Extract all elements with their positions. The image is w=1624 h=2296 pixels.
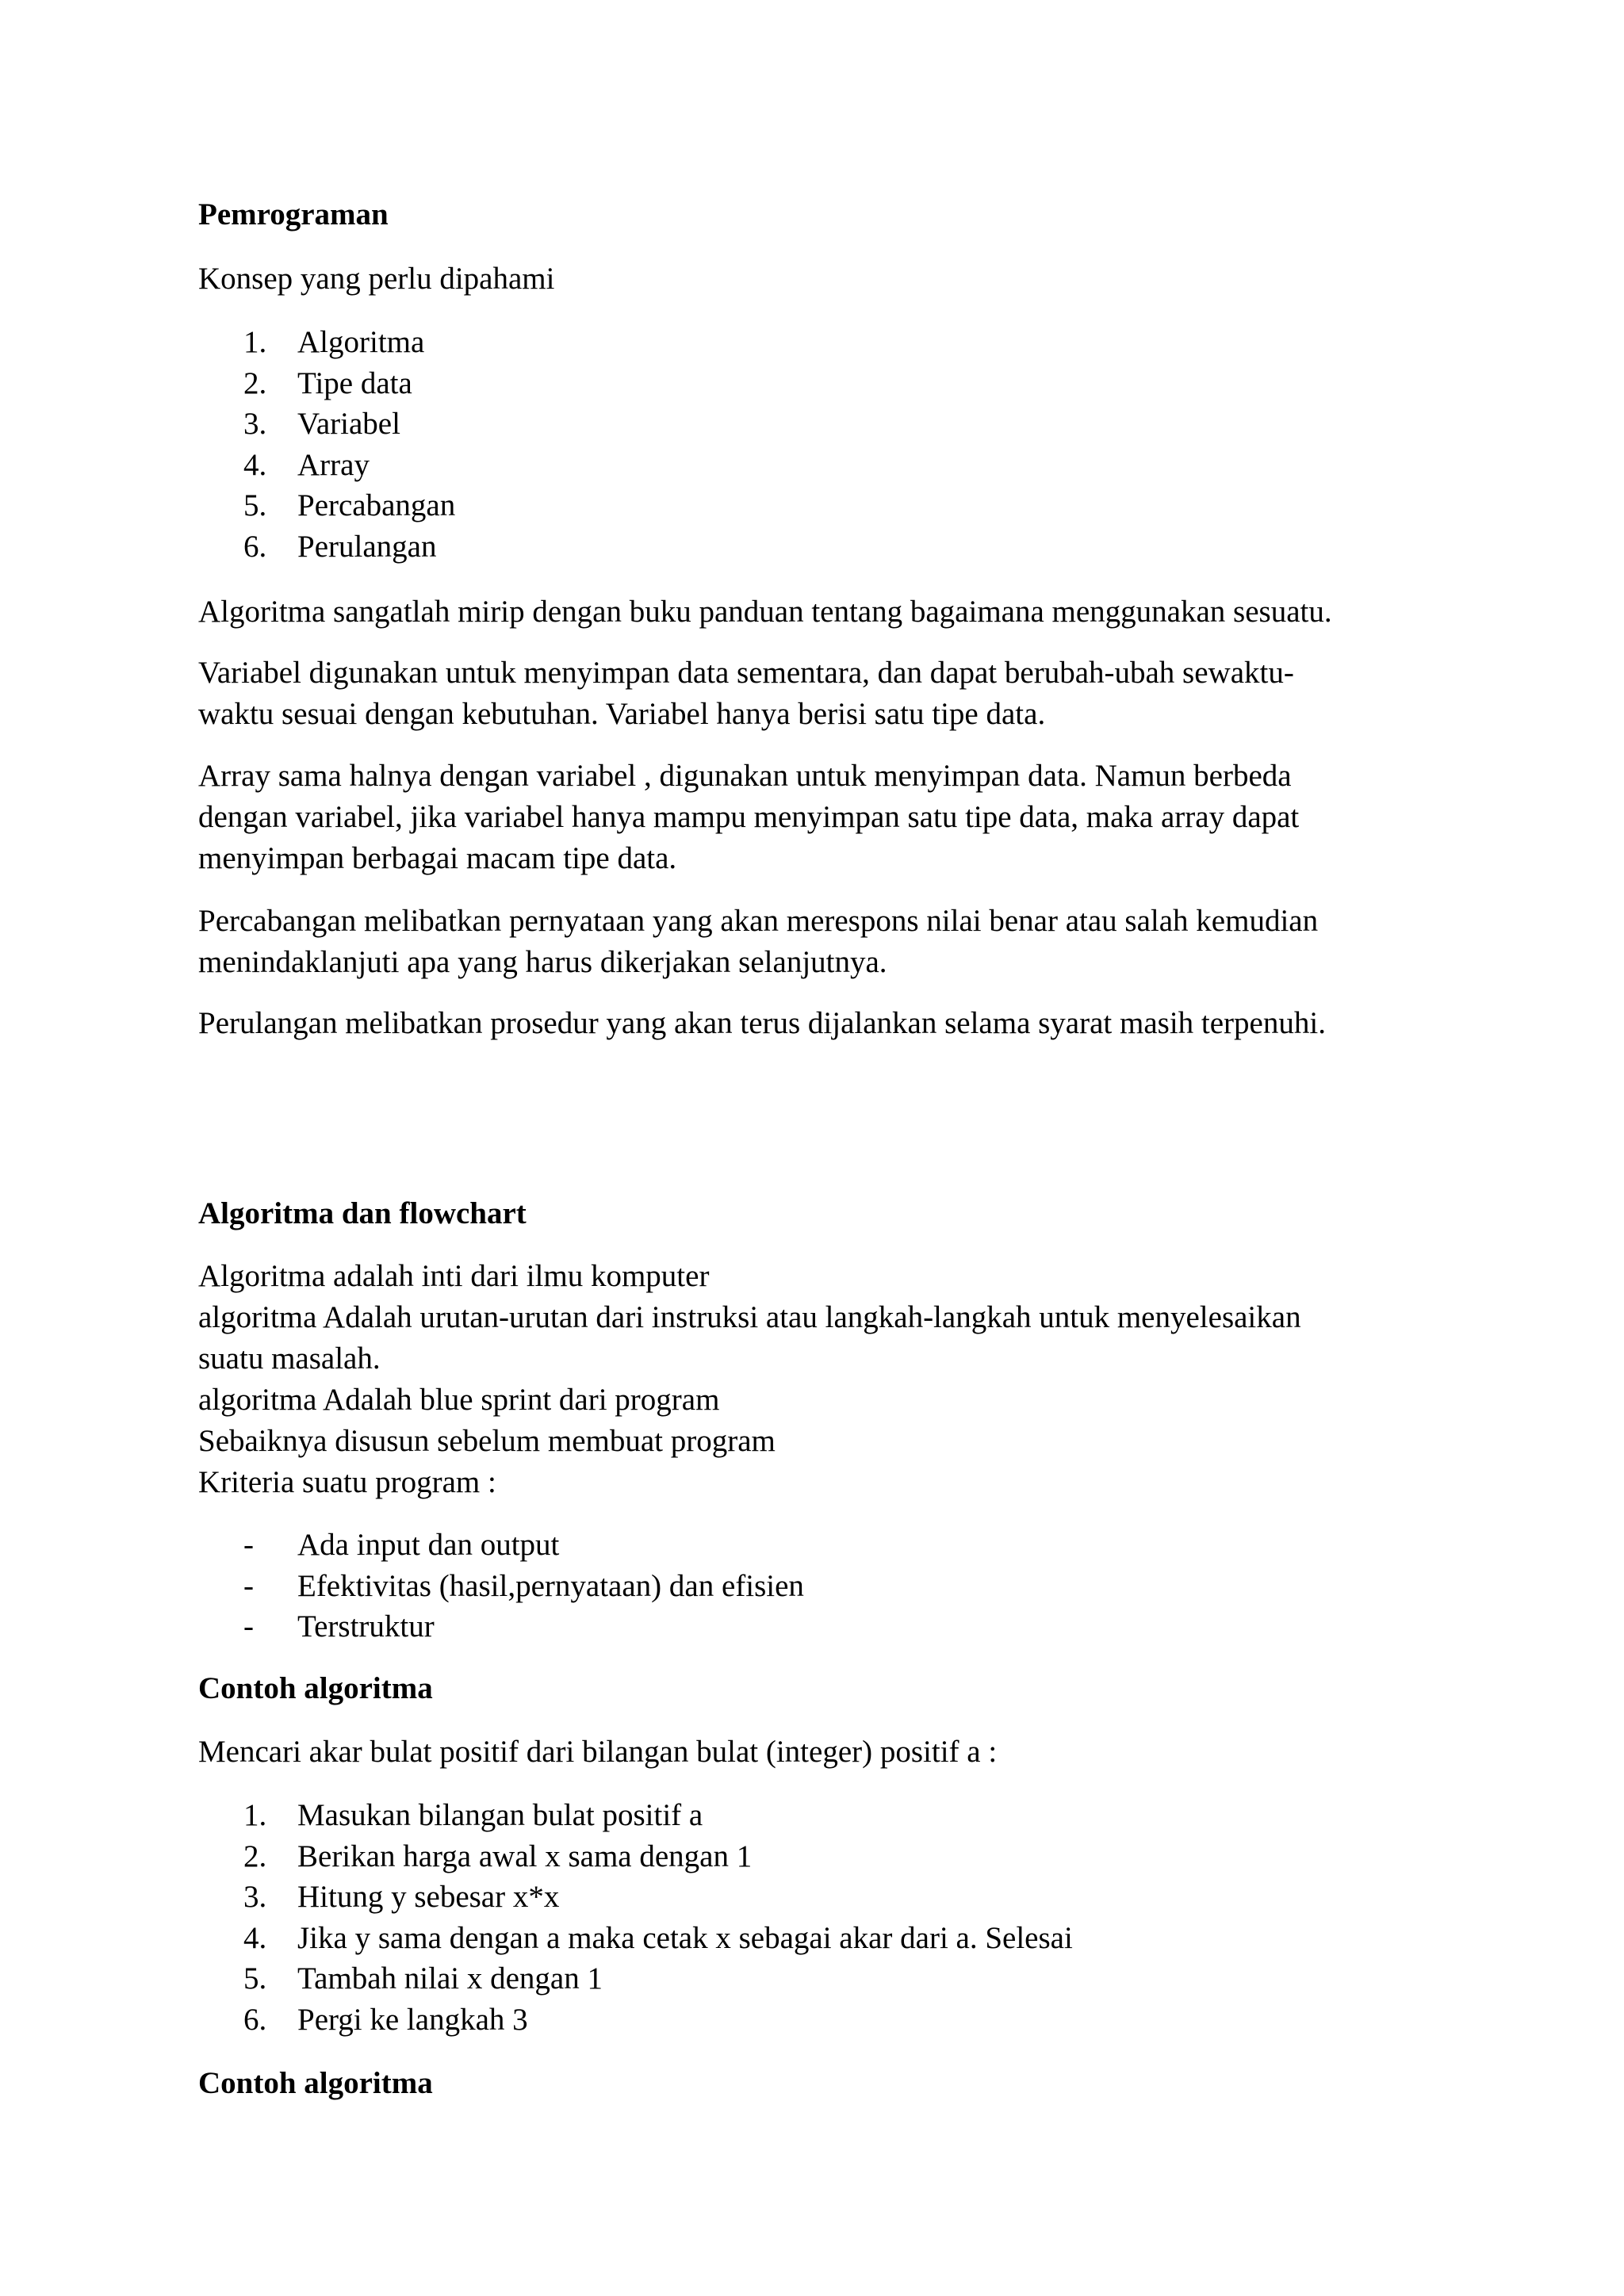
list-item: - Efektivitas (hasil,pernyataan) dan efisien xyxy=(243,1568,804,1603)
paragraph-array-line3: menyimpan berbagai macam tipe data. xyxy=(198,841,677,875)
list-item: 6. Pergi ke langkah 3 xyxy=(243,2002,528,2037)
concepts-list xyxy=(198,322,1435,567)
text-line: suatu masalah. xyxy=(198,1341,381,1376)
list-item: 2. Berikan harga awal x sama dengan 1 xyxy=(243,1839,753,1873)
criteria-list xyxy=(198,1525,1435,1647)
list-item: 2. Tipe data xyxy=(243,365,412,400)
list-item: 4. Array xyxy=(243,447,370,482)
paragraph-percabangan-line1: Percabangan melibatkan pernyataan yang akan merespons nilai benar atau salah kemudian xyxy=(198,904,1319,938)
steps-list xyxy=(198,1795,1435,2040)
paragraph-percabangan-line2: menindaklanjuti apa yang harus dikerjakan selanjutnya. xyxy=(198,945,887,979)
paragraph-algoritma: Algoritma sangatlah mirip dengan buku panduan tentang bagaimana menggunakan sesuatu. xyxy=(198,595,1332,629)
text-line: Algoritma adalah inti dari ilmu komputer xyxy=(198,1259,710,1293)
list-item: 5. Percabangan xyxy=(243,488,456,522)
concepts-intro: Konsep yang perlu dipahami xyxy=(198,262,555,296)
paragraph-variabel-line1: Variabel digunakan untuk menyimpan data sementara, dan dapat berubah-ubah sewaktu- xyxy=(198,656,1294,690)
text-line: algoritma Adalah urutan-urutan dari instruksi atau langkah-langkah untuk menyelesaikan xyxy=(198,1300,1301,1334)
list-item: 3. Hitung y sebesar x*x xyxy=(243,1880,560,1914)
paragraph-array-line2: dengan variabel, jika variabel hanya mampu menyimpan satu tipe data, maka array dapat xyxy=(198,800,1300,834)
list-item: 4. Jika y sama dengan a maka cetak x sebagai akar dari a. Selesai xyxy=(243,1920,1073,1955)
list-item: 3. Variabel xyxy=(243,407,400,441)
example-intro: Mencari akar bulat positif dari bilangan bulat (integer) positif a : xyxy=(198,1735,998,1769)
text-line: Kriteria suatu program : xyxy=(198,1465,496,1499)
text-line: algoritma Adalah blue sprint dari program xyxy=(198,1383,720,1417)
section-heading-algoritma-flowchart: Algoritma dan flowchart xyxy=(198,1196,527,1230)
paragraph-array-line1: Array sama halnya dengan variabel , digunakan untuk menyimpan data. Namun berbeda xyxy=(198,759,1292,793)
section-heading-contoh-algoritma: Contoh algoritma xyxy=(198,1671,433,1705)
list-item: 1. Algoritma xyxy=(243,325,425,359)
list-item: - Terstruktur xyxy=(243,1609,435,1644)
section-heading-pemrograman: Pemrograman xyxy=(198,197,389,232)
text-line: Sebaiknya disusun sebelum membuat program xyxy=(198,1424,776,1458)
paragraph-perulangan: Perulangan melibatkan prosedur yang akan terus dijalankan selama syarat masih terpenuhi. xyxy=(198,1006,1326,1040)
list-item: 5. Tambah nilai x dengan 1 xyxy=(243,1961,603,1996)
list-item: - Ada input dan output xyxy=(243,1528,560,1562)
list-item: 6. Perulangan xyxy=(243,529,437,564)
section-heading-contoh-algoritma-2: Contoh algoritma xyxy=(198,2066,433,2100)
paragraph-variabel-line2: waktu sesuai dengan kebutuhan. Variabel hanya berisi satu tipe data. xyxy=(198,697,1046,731)
list-item: 1. Masukan bilangan bulat positif a xyxy=(243,1798,703,1832)
